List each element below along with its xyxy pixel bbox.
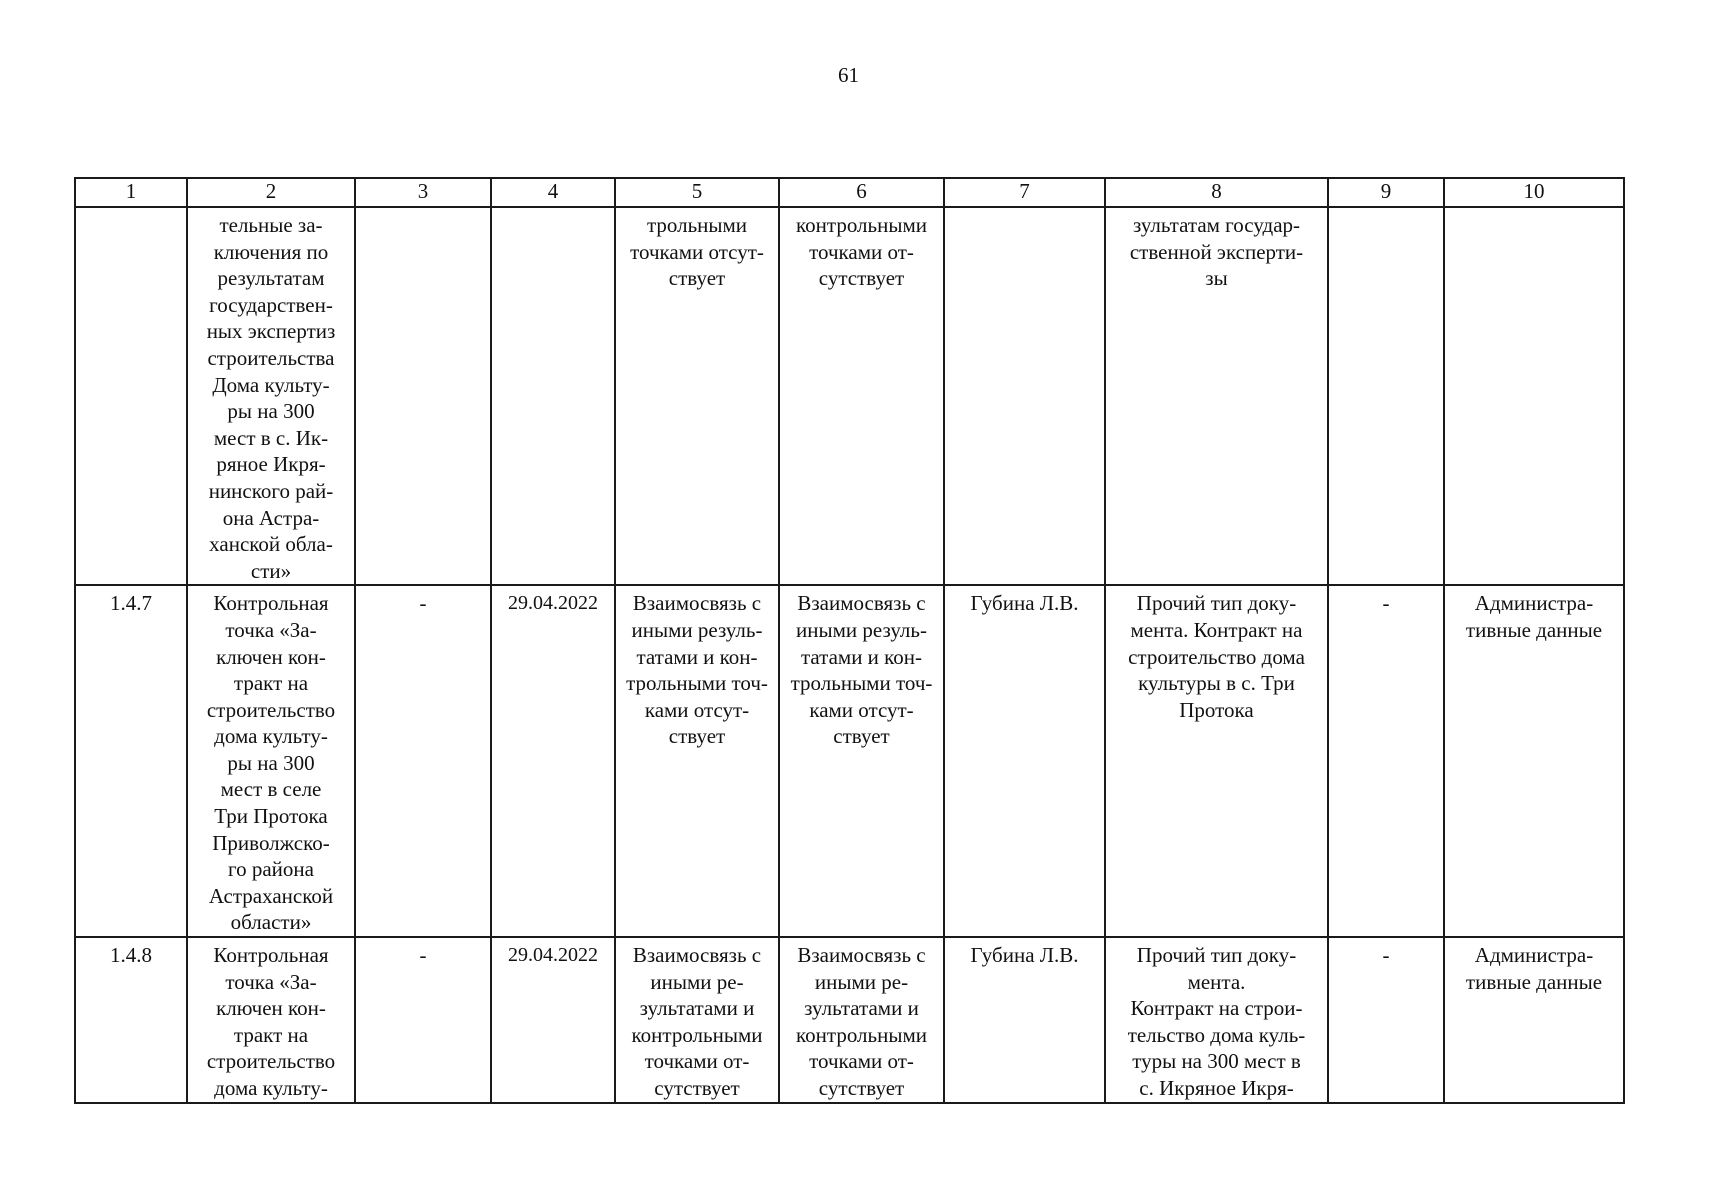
col9-cell [1328,585,1444,937]
table-row [75,585,1624,937]
header-cell: 1 [75,178,187,207]
cell-text-line: точками отсут- [630,239,764,264]
col6-cell [779,585,944,937]
cell-text-line: - [1382,943,1390,968]
cell-text-line: ствует [668,266,726,291]
cell-text-line: точками от- [809,1049,914,1074]
cell-text-line: ственной эксперти- [1129,239,1304,264]
cell-text-line: ключения по [213,239,329,264]
cell-text-line: тракт на [233,671,309,696]
cell-text-line: 1.4.7 [110,591,152,616]
cell-text-line: Прочий тип доку- [1136,943,1297,968]
cell-text-line: ствует [833,724,890,749]
document-type-cell [1105,207,1328,585]
col9-cell [1328,937,1444,1103]
cell-text-line: мест в с. Ик- [213,425,329,450]
cell-text-line: го района [228,857,314,882]
cell-text-line: ряное Икря- [216,452,326,477]
cell-text-line: мента. [1187,969,1246,994]
cell-text-line: сутствует [654,1076,740,1100]
cell-text-line: ками отсут- [644,697,750,722]
responsible-cell [944,207,1105,585]
data-source-cell [1444,207,1624,585]
cell-text-line: татами и кон- [800,644,923,669]
cell-text-line: - [419,591,427,616]
col3-cell [355,207,491,585]
cell-text-line: Дома культу- [212,372,330,397]
cell-text-line: - [419,943,427,968]
responsible-cell [944,937,1105,1103]
cell-text-line: дома культу- [214,724,328,749]
cell-text-line: Взаимосвязь с [797,591,926,616]
header-cell: 2 [187,178,355,207]
cell-text-line: тивные данные [1465,617,1603,642]
cell-text-line: зультатами и [639,996,755,1021]
cell-text-line: иными ре- [814,969,909,994]
cell-text-line: ствует [668,724,726,749]
header-cell: 6 [779,178,944,207]
cell-text-line: трольными точ- [790,671,933,696]
date-cell [491,937,615,1103]
cell-text-line: точками от- [809,239,914,264]
cell-text-line: 29.04.2022 [508,592,598,615]
cell-text-line: Контракт на строи- [1130,996,1303,1021]
cell-text-line: - [1382,591,1390,616]
data-source-cell [1444,585,1624,937]
cell-text-line: точка «За- [225,969,317,994]
row-number-cell [75,937,187,1103]
cell-text-line: сутствует [818,1076,905,1100]
cell-text-line: она Астра- [222,505,320,530]
cell-text-line: трольными [646,213,748,237]
cell-text-line: Взаимосвязь с [797,943,926,968]
cell-text-line: иными ре- [650,969,744,994]
cell-text-line: зультатами и [804,996,919,1021]
col5-cell [615,937,779,1103]
cell-text-line: культуры в с. Три [1138,671,1295,696]
cell-text-line: точка «За- [225,617,317,642]
cell-text-line: с. Икряное Икря- [1139,1076,1294,1100]
header-cell: 4 [491,178,615,207]
cell-text-line: точками от- [644,1049,750,1074]
date-cell [491,207,615,585]
name-cell [187,585,355,937]
page-number: 61 [838,63,859,87]
cell-text-line: государствен- [209,292,333,317]
cell-text-line: Губина Л.В. [970,591,1079,616]
cell-text-line: строительство [206,697,336,722]
cell-text-line: дома культу- [214,1076,328,1100]
cell-text-line: сутствует [818,266,905,291]
header-cell: 3 [355,178,491,207]
cell-text-line: ных экспертиз [206,319,336,344]
header-cell: 7 [944,178,1105,207]
cell-text-line: татами и кон- [636,644,758,669]
cell-text-line: тивные данные [1465,969,1603,994]
cell-text-line: мента. Контракт на [1130,617,1303,642]
document-type-cell [1105,585,1328,937]
cell-text-line: Администра- [1474,943,1594,968]
col3-cell [355,585,491,937]
cell-text-line: области» [230,910,312,935]
cell-text-line: иными резуль- [796,617,927,642]
cell-text-line: Администра- [1474,591,1594,616]
name-cell [187,937,355,1103]
cell-text-line: строительство [206,1049,336,1074]
row-number-cell [75,207,187,585]
cell-text-line: результатам [217,266,325,291]
cell-text-line: трольными точ- [626,671,768,696]
col9-cell [1328,207,1444,585]
cell-text-line: Приволжско- [212,830,330,855]
cell-text-line: тельные за- [219,213,323,237]
cell-text-line: Взаимосвязь с [632,591,762,616]
cell-text-line: туры на 300 мест в [1132,1049,1301,1074]
cell-text-line: ры на 300 [227,750,315,775]
cell-text-line: строительства [207,345,335,370]
header-cell: 5 [615,178,779,207]
col6-cell [779,207,944,585]
cell-text-line: ханской обла- [209,532,333,557]
cell-text-line: мест в селе [220,777,322,802]
table-row [75,207,1624,585]
cell-text-line: сти» [250,558,292,583]
cell-text-line: Губина Л.В. [970,943,1079,968]
cell-text-line: ключен кон- [216,996,326,1021]
col6-cell [779,937,944,1103]
cell-text-line: 1.4.8 [110,943,152,968]
col5-cell [615,585,779,937]
cell-text-line: 29.04.2022 [508,944,598,967]
cell-text-line: тельство дома куль- [1127,1022,1306,1047]
cell-text-line: строительство дома [1128,644,1305,669]
cell-text-line: зы [1205,266,1228,291]
document-type-cell [1105,937,1328,1103]
cell-text-line: Протока [1179,697,1254,722]
cell-text-line: тракт на [233,1022,309,1047]
cell-text-line: контрольными [796,213,927,237]
table-header-row [75,178,1624,207]
cell-text-line: Контрольная [213,591,329,616]
cell-text-line: ками отсут- [809,697,914,722]
cell-text-line: Прочий тип доку- [1136,591,1297,616]
cell-text-line: контрольными [796,1022,927,1047]
row-number-cell [75,585,187,937]
cell-text-line: Контрольная [213,943,329,968]
header-cell: 8 [1105,178,1328,207]
cell-text-line: Взаимосвязь с [632,943,762,968]
header-cell: 10 [1444,178,1624,207]
data-source-cell [1444,937,1624,1103]
date-cell [491,585,615,937]
cell-text-line: нинского рай- [208,478,334,503]
cell-text-line: иными резуль- [631,617,763,642]
control-points-table [74,177,1625,1104]
name-cell [187,207,355,585]
responsible-cell [944,585,1105,937]
cell-text-line: ры на 300 [227,399,315,424]
cell-text-line: контрольными [631,1022,763,1047]
header-cell: 9 [1328,178,1444,207]
table-row [75,937,1624,1103]
col3-cell [355,937,491,1103]
cell-text-line: зультатам государ- [1132,213,1301,237]
col5-cell [615,207,779,585]
cell-text-line: ключен кон- [216,644,326,669]
cell-text-line: Три Протока [214,804,328,829]
cell-text-line: Астраханской [208,883,334,908]
